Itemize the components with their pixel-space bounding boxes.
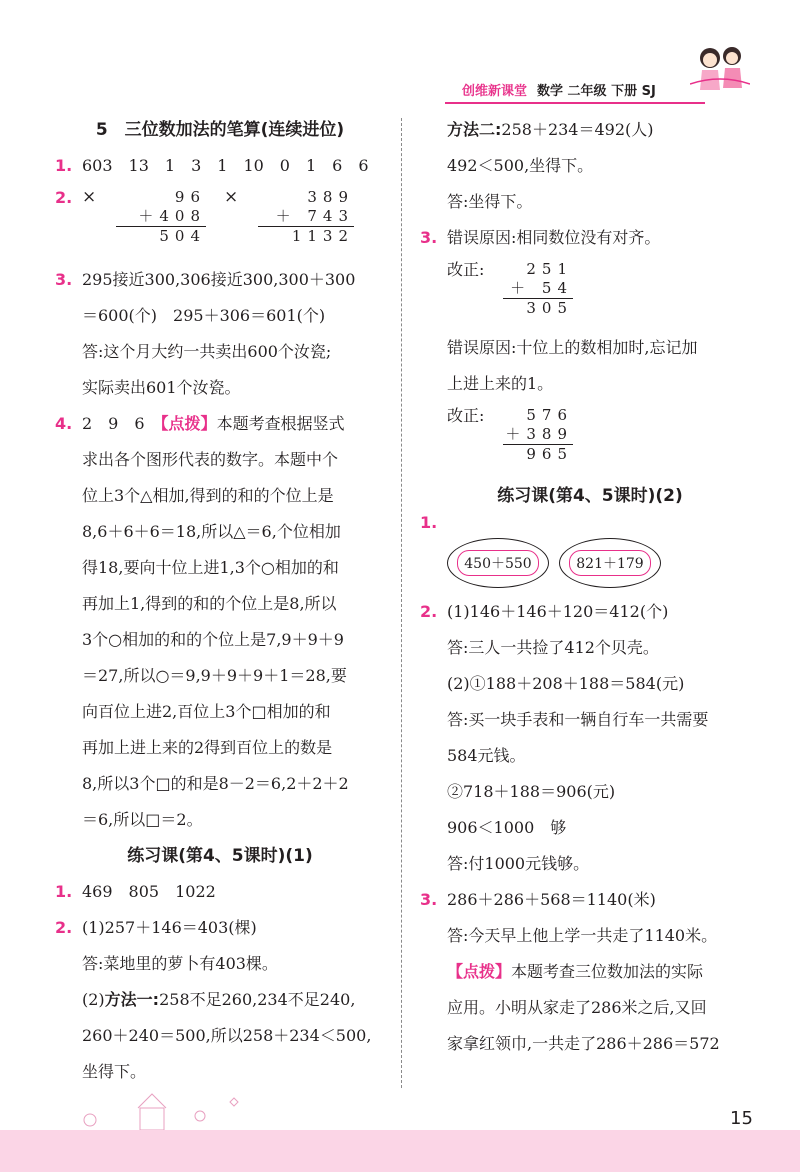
addend-top: 96 xyxy=(174,188,206,206)
left-q2 xyxy=(55,188,385,262)
section-title: 5 三位数加法的笔算(连续进位) xyxy=(95,120,345,140)
method-label: 方法二: xyxy=(447,120,502,139)
fix-label: 改正: xyxy=(447,260,485,279)
book-info: 数学 二年级 下册 SJ xyxy=(537,84,656,99)
circled-expression: 821＋179 xyxy=(569,550,650,576)
tip-line: ＝27,所以○＝9,9＋9＋9＋1＝28,要 xyxy=(82,666,347,685)
tip-line: 家拿红领巾,一共走了286＋286＝572 xyxy=(447,1034,720,1053)
answer-line: 答:坐得下。 xyxy=(447,192,533,211)
castle-decoration-icon xyxy=(60,1090,260,1130)
practice2-q2 xyxy=(420,594,760,630)
tip-label: 【点拨】 xyxy=(160,414,217,433)
practice2-q3 xyxy=(420,882,760,918)
answer-line: 答:这个月大约一共卖出600个汝瓷; xyxy=(82,342,332,361)
right-column xyxy=(420,112,760,1062)
tip-text: 本题考查根据竖式 xyxy=(216,414,345,433)
vertical-calc xyxy=(116,188,206,246)
tip-line: 向百位上进2,百位上3个□相加的和 xyxy=(82,702,331,721)
answer-line: 906＜1000 够 xyxy=(447,818,567,837)
q-number: 1. xyxy=(55,882,73,901)
tip-line: 求出各个图形代表的数字。本题中个 xyxy=(82,450,339,469)
q-number: 1. xyxy=(420,513,438,532)
q-number: 3. xyxy=(55,270,73,289)
answer-line: 答:今天早上他上学一共走了1140米。 xyxy=(447,926,718,945)
calc-result: 504 xyxy=(116,226,206,246)
tip-line: 得18,要向十位上进1,3个○相加的和 xyxy=(82,558,339,577)
header-underline xyxy=(445,102,705,104)
sub-label: (2) xyxy=(82,990,105,1009)
tip-line: 再加上进上来的2得到百位上的数是 xyxy=(82,738,333,757)
series-name: 创维新课堂 xyxy=(462,84,528,99)
addend-top: 389 xyxy=(307,188,354,206)
answer-line: ②718＋188＝906(元) xyxy=(447,782,616,801)
practice2-q1 xyxy=(420,514,760,532)
tip-line: 3个○相加的和的个位上是7,9＋9＋9 xyxy=(82,630,344,649)
q-number: 3. xyxy=(420,890,438,909)
tip-line: ＝6,所以□＝2。 xyxy=(82,810,203,829)
calc-result: 1132 xyxy=(258,226,354,246)
header-text xyxy=(462,80,656,99)
answer-line: 实际卖出601个汝瓷。 xyxy=(82,378,241,397)
addend-top: 576 xyxy=(526,406,573,424)
method2-line xyxy=(420,112,760,148)
answer-line: 492＜500,坐得下。 xyxy=(447,156,594,175)
calc-result: 965 xyxy=(503,444,573,464)
answer-line: 答:三人一共捡了412个贝壳。 xyxy=(447,638,659,657)
error-reason: 错误原因:十位上的数相加时,忘记加 xyxy=(447,338,698,357)
tip-label: 【点拨】 xyxy=(447,962,512,981)
circled-expression: 450＋550 xyxy=(457,550,538,576)
tip-text: 本题考查三位数加法的实际 xyxy=(511,962,704,981)
q-number: 2. xyxy=(55,188,73,207)
wrong-mark: × xyxy=(224,187,239,207)
answer-line xyxy=(55,982,385,1018)
answer-line: (1)146＋146＋120＝412(个) xyxy=(447,602,669,621)
vertical-calc xyxy=(503,260,573,318)
answer-line: ＝600(个) 295＋306＝601(个) xyxy=(82,306,326,325)
answer-line: 答:菜地里的萝卜有403棵。 xyxy=(82,954,278,973)
oval-answers xyxy=(420,538,760,594)
method-label: 方法一: xyxy=(104,990,160,1009)
tip-line: 再加上1,得到的和的个位上是8,所以 xyxy=(82,594,337,613)
addend-bottom: ＋408 xyxy=(138,207,206,225)
answer-line: 260＋240＝500,所以258＋234＜500, xyxy=(82,1026,372,1045)
q-number: 3. xyxy=(420,228,438,247)
answer-text: 469 805 1022 xyxy=(82,882,216,901)
q-number: 4. xyxy=(55,414,73,433)
page-number: 15 xyxy=(730,1108,753,1129)
practice-title: 练习课(第4、5课时)(1) xyxy=(127,846,313,866)
practice-title: 练习课(第4、5课时)(2) xyxy=(497,486,683,506)
left-q3 xyxy=(55,262,385,298)
answer-line: 答:买一块手表和一辆自行车一共需要 xyxy=(447,710,709,729)
fix-label: 改正: xyxy=(447,406,485,425)
q-number: 1. xyxy=(55,156,73,175)
answer-line: 坐得下。 xyxy=(82,1062,147,1081)
answer-line: 295接近300,306接近300,300＋300 xyxy=(82,270,356,289)
girls-illustration-icon xyxy=(690,44,750,94)
error-reason: 上进上来的1。 xyxy=(447,374,554,393)
answer-text: 258＋234＝492(人) xyxy=(501,120,654,139)
q-number: 2. xyxy=(420,602,438,621)
tip-line: 位上3个△相加,得到的和的个位上是 xyxy=(82,486,334,505)
addend-bottom: ＋ 54 xyxy=(510,279,573,297)
right-q3 xyxy=(420,220,760,256)
calc-result: 305 xyxy=(503,298,573,318)
tip-line: 8,所以3个□的和是8－2＝6,2＋2＋2 xyxy=(82,774,349,793)
answer-text: 2 9 6 xyxy=(82,414,161,433)
left-q1 xyxy=(55,148,385,184)
left-q4 xyxy=(55,406,385,442)
answer-line: 答:付1000元钱够。 xyxy=(447,854,590,873)
left-column xyxy=(55,112,385,1090)
column-divider xyxy=(401,118,402,1088)
vertical-calc xyxy=(503,406,573,464)
practice1-q2 xyxy=(55,910,385,946)
answer-line: (1)257＋146＝403(棵) xyxy=(82,918,257,937)
addend-bottom: ＋389 xyxy=(505,425,573,443)
error-reason: 错误原因:相同数位没有对齐。 xyxy=(447,228,661,247)
answer-line: (2)①188＋208＋188＝584(元) xyxy=(447,674,685,693)
answer-text: 258不足260,234不足240, xyxy=(159,990,356,1009)
addend-bottom: ＋ 743 xyxy=(275,207,354,225)
correction-2 xyxy=(420,406,760,478)
vertical-calc xyxy=(258,188,354,246)
tip-line xyxy=(420,954,760,990)
tip-line: 应用。小明从家走了286米之后,又回 xyxy=(447,998,707,1017)
q-number: 2. xyxy=(55,918,73,937)
oval-answer xyxy=(559,538,661,588)
correction-1 xyxy=(420,260,760,330)
addend-top: 251 xyxy=(526,260,573,278)
footer-band xyxy=(0,1130,800,1172)
tip-line: 8,6＋6＋6＝18,所以△＝6,个位相加 xyxy=(82,522,341,541)
oval-answer xyxy=(447,538,549,588)
practice1-q1 xyxy=(55,874,385,910)
answer-text: 603 13 1 3 1 10 0 1 6 6 xyxy=(82,156,369,175)
answer-line: 584元钱。 xyxy=(447,746,526,765)
wrong-mark: × xyxy=(82,187,97,207)
answer-line: 286＋286＋568＝1140(米) xyxy=(447,890,656,909)
